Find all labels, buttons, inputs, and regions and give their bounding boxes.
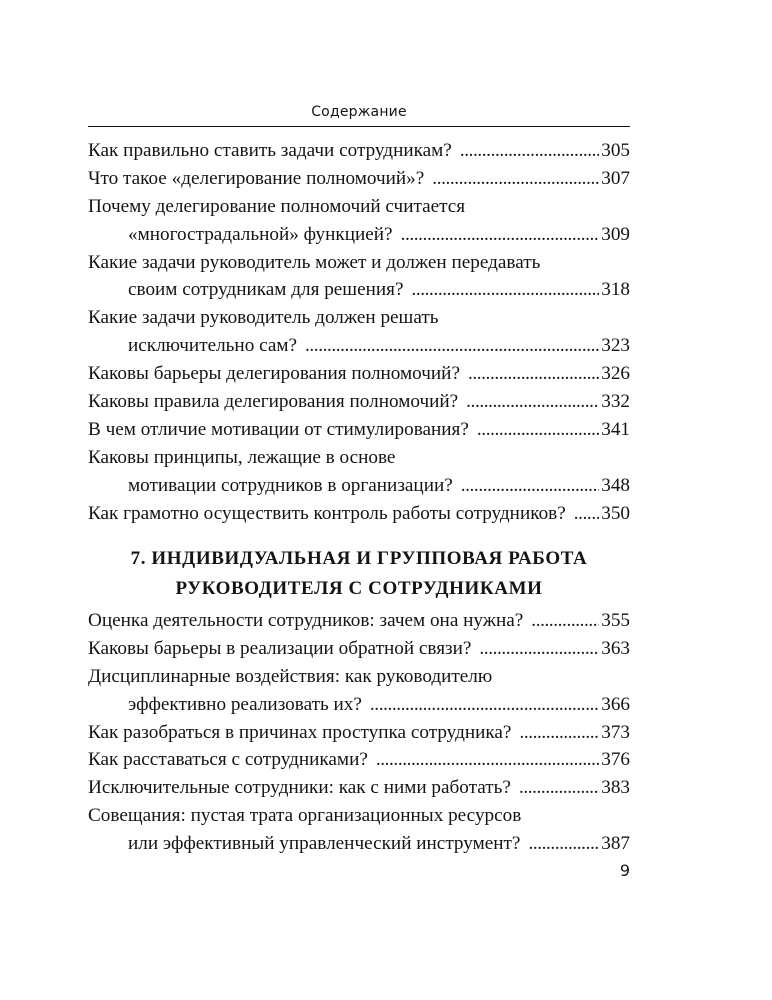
dot-leader xyxy=(376,746,599,774)
toc-entry-last-line xyxy=(88,635,630,663)
dot-leader xyxy=(460,137,599,165)
toc-entry-last-line xyxy=(88,500,630,528)
toc-entry-page: 376 xyxy=(601,749,630,771)
toc-entry-last-line xyxy=(88,691,630,719)
toc-entry-page: 383 xyxy=(601,777,630,799)
toc-entry-last-line xyxy=(88,416,630,444)
toc-entry-title: своим сотрудникам для решения? xyxy=(128,279,404,301)
toc-entry-page: 305 xyxy=(601,140,630,161)
toc-entry-title: мотивации сотрудников в организации? xyxy=(128,474,453,496)
toc-entry-line xyxy=(88,802,630,830)
toc-entry[interactable] xyxy=(88,635,630,663)
dot-leader xyxy=(468,360,599,388)
toc-entry-last-line xyxy=(88,830,630,858)
toc-entry-page: 318 xyxy=(601,279,630,301)
dot-leader xyxy=(531,607,599,635)
toc-entry-last-line xyxy=(88,360,630,388)
toc-entry-title: Как расставаться с сотрудниками? xyxy=(88,749,368,771)
toc-entry[interactable] xyxy=(88,719,630,747)
toc-entry-page: 350 xyxy=(601,502,630,524)
toc-entry-last-line xyxy=(88,137,630,165)
toc-entry-page: 348 xyxy=(601,474,630,496)
toc-entry-title: Каковы барьеры в реализации обратной связи? xyxy=(88,637,472,659)
toc-entry-title: исключительно сам? xyxy=(128,335,298,357)
toc-entry-last-line xyxy=(88,607,630,635)
toc-entry-title: «многострадальной» функцией? xyxy=(128,223,393,245)
toc-entry-title: Каковы принципы, лежащие в основе xyxy=(88,446,396,468)
toc-entry[interactable] xyxy=(88,304,630,360)
toc-entry-title: Как правильно ставить задачи сотрудникам? xyxy=(88,140,452,161)
dot-leader xyxy=(479,635,599,663)
toc-entry-page: 341 xyxy=(601,418,630,440)
header-rule xyxy=(88,126,630,127)
chapter-heading-line-2: РУКОВОДИТЕЛЯ С СОТРУДНИКАМИ xyxy=(175,578,543,599)
toc-entry-last-line xyxy=(88,276,630,304)
toc-entry[interactable] xyxy=(88,663,630,719)
toc-entry-last-line xyxy=(88,746,630,774)
toc-entry[interactable] xyxy=(88,774,630,802)
toc-entry-title: Исключительные сотрудники: как с ними работать? xyxy=(88,777,511,799)
dot-leader xyxy=(466,388,599,416)
toc-entry-last-line xyxy=(88,221,630,249)
dot-leader xyxy=(305,332,599,360)
toc-entry-page: 387 xyxy=(601,833,630,855)
toc-entry-last-line xyxy=(88,388,630,416)
toc-entry-page: 355 xyxy=(601,610,630,631)
toc-entry-title: Как разобраться в причинах проступка сотрудника? xyxy=(88,721,512,743)
dot-leader xyxy=(519,719,599,747)
dot-leader xyxy=(411,276,599,304)
toc-entry-title: Что такое «делегирование полномочий»? xyxy=(88,167,425,189)
page-number: 9 xyxy=(619,861,630,880)
dot-leader xyxy=(461,472,599,500)
toc-entry-page: 332 xyxy=(601,391,630,413)
toc-entry-page: 326 xyxy=(601,363,630,385)
toc-entry-page: 366 xyxy=(601,693,630,715)
toc-entry-title: Как грамотно осуществить контроль работы сотрудников? xyxy=(88,502,566,524)
toc-entry-title: Каковы правила делегирования полномочий? xyxy=(88,391,459,413)
toc-entry-last-line xyxy=(88,774,630,802)
toc-entry-title: Оценка деятельности сотрудников: зачем она нужна? xyxy=(88,610,524,631)
toc-entry-title: Дисциплинарные воздействия: как руководителю xyxy=(88,665,493,687)
toc-entry-line xyxy=(88,444,630,472)
toc-entry-title: Какие задачи руководитель должен решать xyxy=(88,307,439,329)
toc-entry[interactable] xyxy=(88,249,630,305)
toc-entry[interactable] xyxy=(88,444,630,500)
toc-entry-title: Какие задачи руководитель может и должен передавать xyxy=(88,251,541,273)
toc-entry[interactable] xyxy=(88,388,630,416)
toc-entry[interactable] xyxy=(88,165,630,193)
toc-entry-title: Почему делегирование полномочий считается xyxy=(88,195,466,217)
dot-leader xyxy=(574,500,599,528)
toc-entry[interactable] xyxy=(88,193,630,249)
toc-entry-title: эффективно реализовать их? xyxy=(128,693,362,715)
toc-entry-last-line xyxy=(88,165,630,193)
toc-entry-last-line xyxy=(88,719,630,747)
toc-entry-title: В чем отличие мотивации от стимулирования? xyxy=(88,418,469,440)
toc-entry[interactable] xyxy=(88,416,630,444)
toc-entry-line xyxy=(88,304,630,332)
toc-entry-line xyxy=(88,249,630,277)
dot-leader xyxy=(528,830,599,858)
chapter-heading-line-1: 7. ИНДИВИДУАЛЬНАЯ И ГРУППОВАЯ РАБОТА xyxy=(130,548,588,569)
toc-entry[interactable] xyxy=(88,360,630,388)
toc-entry[interactable] xyxy=(88,607,630,635)
toc-entry-title: или эффективный управленческий инструмент? xyxy=(128,833,521,855)
toc-entry[interactable] xyxy=(88,802,630,858)
dot-leader xyxy=(401,221,600,249)
toc-entry-page: 363 xyxy=(601,637,630,659)
toc-entry-page: 323 xyxy=(601,335,630,357)
dot-leader xyxy=(370,691,599,719)
toc-entry-page: 373 xyxy=(601,721,630,743)
dot-leader xyxy=(432,165,599,193)
toc-entry-title: Каковы барьеры делегирования полномочий? xyxy=(88,363,460,385)
toc-section-top xyxy=(88,137,630,527)
toc-entry-last-line xyxy=(88,332,630,360)
running-head: Содержание xyxy=(311,104,407,120)
dot-leader xyxy=(477,416,599,444)
chapter-heading xyxy=(88,544,630,604)
toc-entry[interactable] xyxy=(88,137,630,165)
toc-entry-line xyxy=(88,193,630,221)
dot-leader xyxy=(519,774,599,802)
toc-entry[interactable] xyxy=(88,500,630,528)
toc-section-bottom xyxy=(88,607,630,858)
toc-entry-title: Совещания: пустая трата организационных ресурсов xyxy=(88,805,522,827)
toc-entry-page: 309 xyxy=(601,223,630,245)
toc-entry-page: 307 xyxy=(601,167,630,189)
toc-entry-line xyxy=(88,663,630,691)
toc-entry[interactable] xyxy=(88,746,630,774)
toc-entry-last-line xyxy=(88,472,630,500)
